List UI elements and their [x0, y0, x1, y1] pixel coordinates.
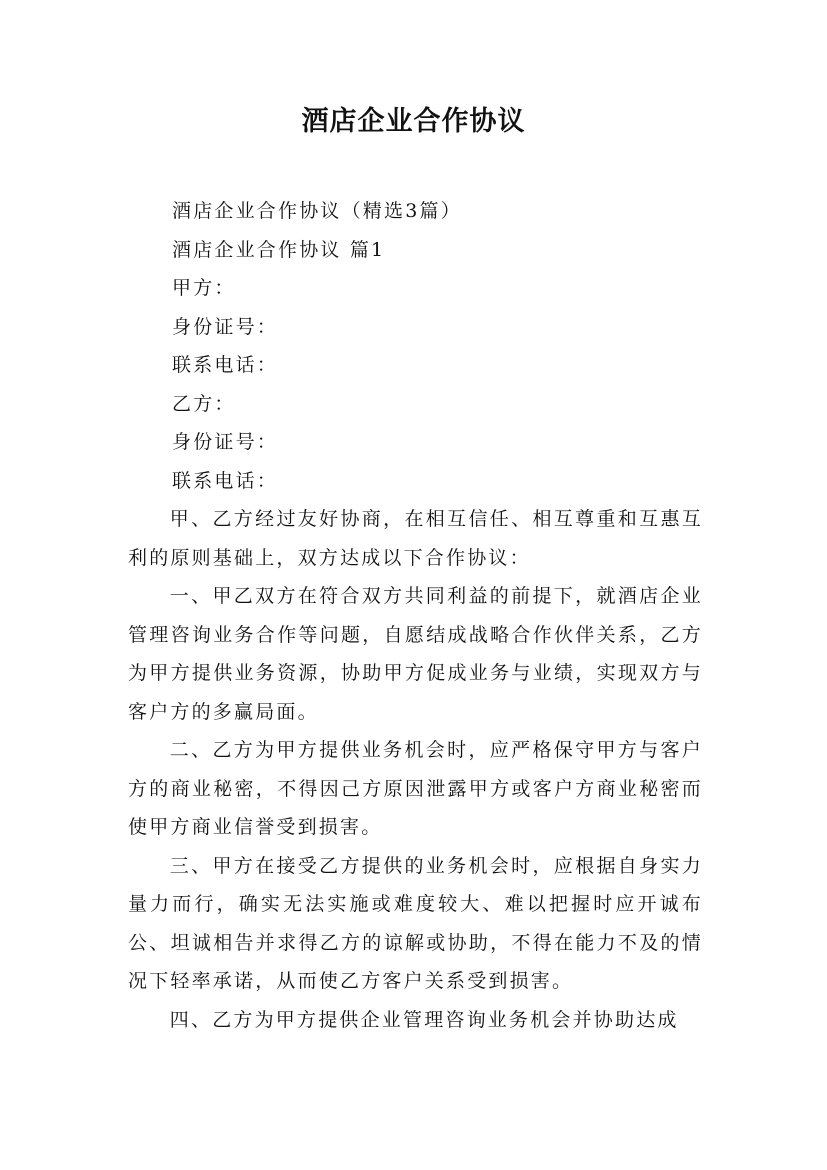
party-a-phone-label: 联系电话：	[172, 354, 279, 376]
party-a-id-label: 身份证号：	[172, 315, 279, 338]
party-b-id-label: 身份证号：	[172, 431, 279, 453]
document-title: 酒店企业合作协议	[301, 106, 526, 137]
clause-2-paragraph: 二、乙方为甲方提供业务机会时，应严格保守甲方与客户方的商业秘密，不得因己方原因泄露甲方或客户方商业秘密而使甲方商业信誉受到损害。	[128, 739, 703, 838]
party-b-phone-label: 联系电话：	[172, 469, 279, 492]
party-b-label: 乙方：	[172, 392, 236, 415]
section-heading: 酒店企业合作协议 篇1	[172, 238, 386, 261]
intro-paragraph: 甲、乙方经过友好协商，在相互信任、相互尊重和互惠互利的原则基础上，双方达成以下合作协议：	[128, 508, 703, 569]
clause-1-paragraph: 一、甲乙双方在符合双方共同利益的前提下，就酒店企业管理咨询业务合作等问题，自愿结成战略合作伙伴关系，乙方为甲方提供业务资源，协助甲方促成业务与业绩，实现双方与客户方的多赢局面。	[128, 585, 703, 723]
clause-3-paragraph: 三、甲方在接受乙方提供的业务机会时，应根据自身实力量力而行，确实无法实施或难度较大、难以把握时应开诚布公、坦诚相告并求得乙方的谅解或协助，不得在能力不及的情况下轻率承诺，从而使乙方客户关系受到损害。	[128, 854, 703, 992]
party-a-label: 甲方：	[172, 277, 236, 299]
document-body	[128, 192, 703, 1039]
subtitle-line: 酒店企业合作协议（精选3篇）	[172, 200, 462, 222]
clause-4-paragraph: 四、乙方为甲方提供企业管理咨询业务机会并协助达成	[169, 1008, 679, 1031]
